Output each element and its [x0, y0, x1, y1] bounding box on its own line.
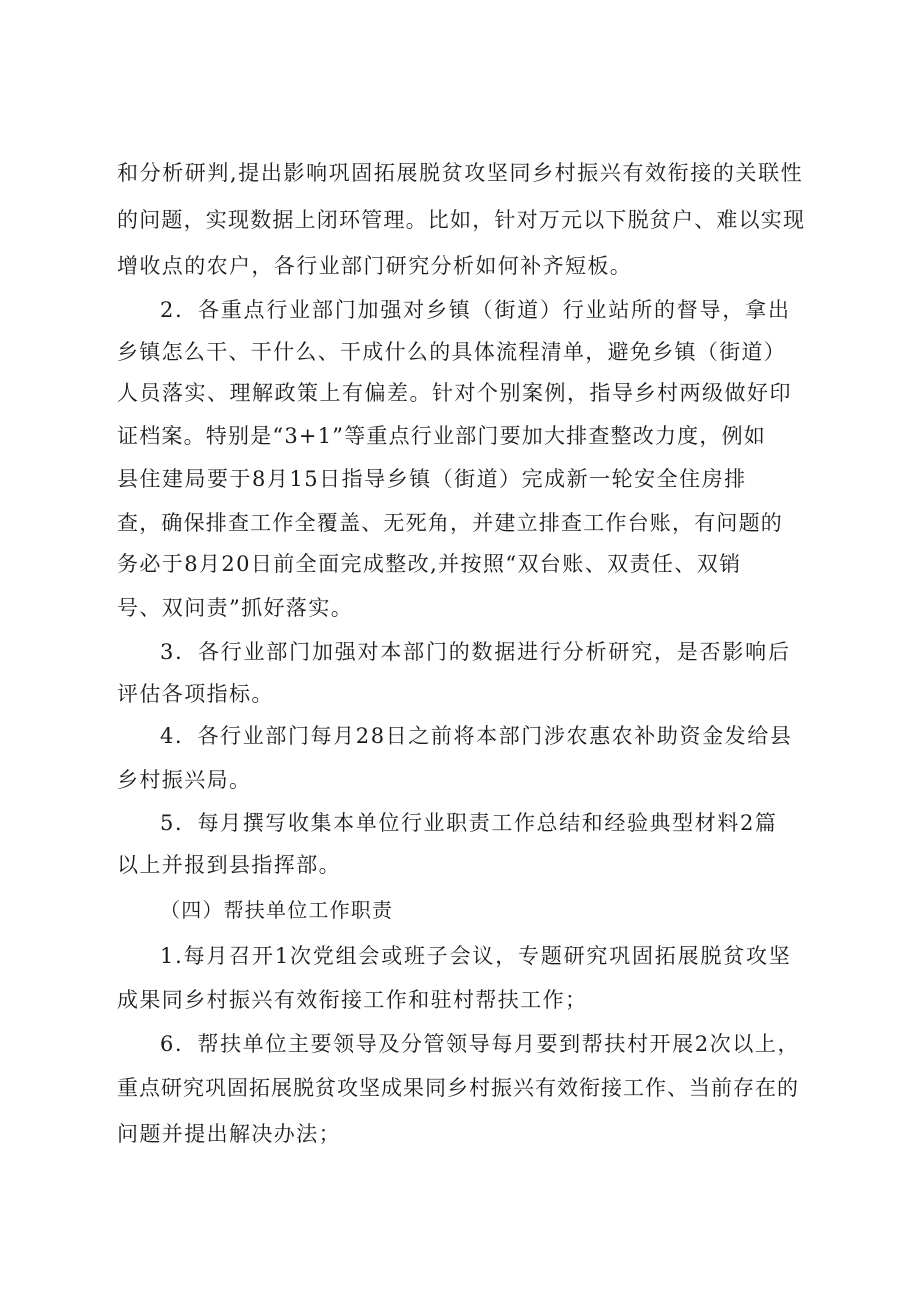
text-line: 成果同乡村振兴有效衔接工作和驻村帮扶工作；	[117, 988, 588, 1012]
text-line: 乡镇怎么干、干什么、干成什么的具体流程清单，避免乡镇（街道）	[117, 340, 786, 364]
text-line: 的问题，实现数据上闭环管理。比如，针对万元以下脱贫户、难以实现	[117, 208, 806, 232]
text-line: 1.每月召开1次党组会或班子会议，专题研究巩固拓展脱贫攻坚	[160, 944, 792, 968]
text-line: 查，确保排查工作全覆盖、无死角，并建立排查工作台账，有问题的	[117, 511, 783, 535]
text-line: 3．各行业部门加强对本部门的数据进行分析研究，是否影响后	[160, 640, 791, 664]
text-line: 评估各项指标。	[117, 682, 274, 706]
text-line: 5．每月撰写收集本单位行业职责工作总结和经验典型材料2篇	[160, 811, 778, 835]
text-line: 人员落实、理解政策上有偏差。针对个别案例，指导乡村两级做好印	[117, 381, 792, 405]
text-line: 6．帮扶单位主要领导及分管领导每月要到帮扶村开展2次以上，	[160, 1032, 801, 1056]
text-line: 增收点的农户，各行业部门研究分析如何补齐短板。	[117, 254, 633, 278]
text-line: 务必于8月20日前全面完成整改,并按照“双台账、双责任、双销	[117, 552, 742, 576]
text-line: 重点研究巩固拓展脱贫攻坚成果同乡村振兴有效衔接工作、当前存在的	[117, 1076, 799, 1100]
text-line: 乡村振兴局。	[117, 768, 252, 792]
text-line: 县住建局要于8月15日指导乡镇（街道）完成新一轮安全住房排	[117, 467, 747, 491]
text-line: 证档案。特别是“3+1”等重点行业部门要加大排查整改力度，例如	[117, 424, 766, 448]
section-heading: （四）帮扶单位工作职责	[160, 898, 394, 922]
text-line: 号、双问责”抓好落实。	[117, 596, 354, 620]
text-line: 以上并报到县指挥部。	[117, 853, 341, 877]
text-line: 问题并提出解决办法；	[117, 1122, 341, 1146]
text-line: 和分析研判,提出影响巩固拓展脱贫攻坚同乡村振兴有效衔接的关联性	[117, 161, 804, 185]
text-line: 4．各行业部门每月28日之前将本部门涉农惠农补助资金发给县	[160, 724, 793, 748]
text-line: 2．各重点行业部门加强对乡镇（街道）行业站所的督导，拿出	[160, 298, 791, 322]
